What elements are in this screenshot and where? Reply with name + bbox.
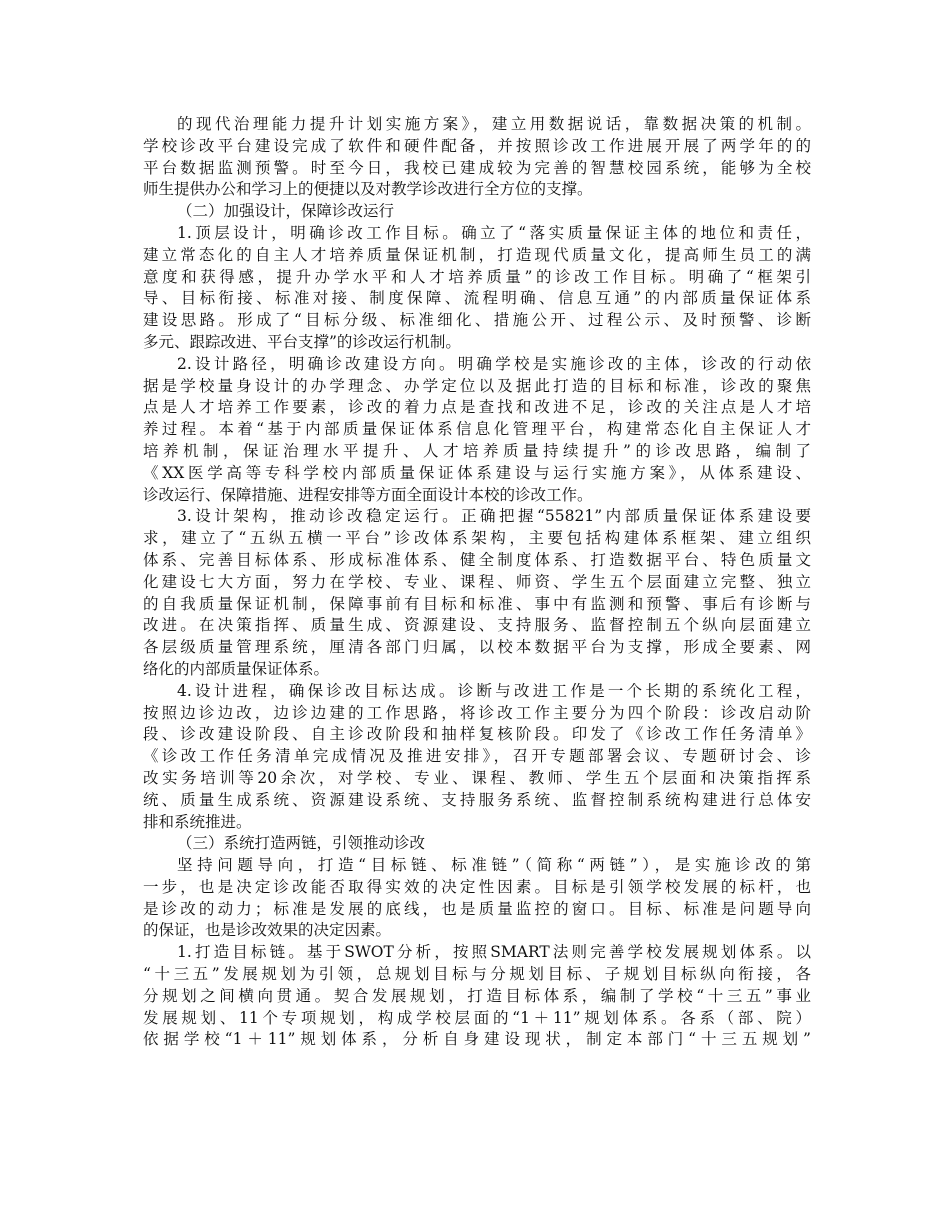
text-line: 3.设计架构，推动诊改稳定运行。正确把握“55821”内部质量保证体系建设要: [177, 507, 811, 526]
text-line: 据是学校量身设计的办学理念、办学定位以及据此打造的目标和标准，诊改的聚焦: [143, 376, 811, 395]
text-line: 师生提供办公和学习上的便捷以及对教学诊改进行全方位的支撑。: [143, 180, 593, 199]
text-line: 《诊改工作任务清单完成情况及推进安排》，召开专题部署会议、专题研讨会、诊: [143, 747, 811, 766]
text-line: 是诊改的动力；标准是发展的底线，也是质量监控的窗口。目标、标准是问题导向: [143, 899, 811, 918]
text-line: 按照边诊边改，边诊边建的工作思路，将诊改工作主要分为四个阶段：诊改启动阶: [143, 703, 811, 722]
text-line: 点是人才培养工作要素，诊改的着力点是查找和改进不足，诊改的关注点是人才培: [143, 398, 811, 417]
text-line: 段、诊改建设阶段、自主诊改阶段和抽样复核阶段。印发了《诊改工作任务清单》: [143, 725, 811, 744]
text-line: 建立常态化的自主人才培养质量保证机制，打造现代质量文化，提高师生员工的满: [143, 245, 811, 264]
text-line: 养过程。本着“基于内部质量保证体系信息化管理平台，构建常态化自主保证人才: [143, 420, 811, 439]
text-line: 诊改运行、保障措施、进程安排等方面全面设计本校的诊改工作。: [143, 485, 593, 504]
document-page: [143, 114, 811, 1051]
text-line: 一步，也是决定诊改能否取得实效的决定性因素。目标是引领学校发展的标杆，也: [143, 877, 811, 896]
text-line: 络化的内部质量保证体系。: [143, 659, 330, 678]
paragraph: [143, 681, 811, 834]
text-line: 求，建立了“五纵五横一平台”诊改体系架构，主要包括构建体系框架、建立组织: [143, 529, 811, 548]
text-line: 平台数据监测预警。时至今日，我校已建成较为完善的智慧校园系统，能够为全校: [143, 158, 811, 177]
text-line: 排和系统推进。: [143, 812, 252, 831]
text-line: 多元、跟踪改进、平台支撑”的诊改运行机制。: [143, 332, 461, 351]
text-line: 分规划之间横向贯通。契合发展规划，打造目标体系，编制了学校“十三五”事业: [143, 986, 811, 1005]
text-line: 改实务培训等20余次，对学校、专业、课程、教师、学生五个层面和决策指挥系: [143, 768, 811, 787]
text-line: 体系、完善目标体系、形成标准体系、健全制度体系、打造数据平台、特色质量文: [143, 550, 811, 569]
text-line: 发展规划、11个专项规划，构成学校层面的“1＋11”规划体系。各系（部、院）: [143, 1008, 811, 1027]
text-line: 1.顶层设计，明确诊改工作目标。确立了“落实质量保证主体的地位和责任，: [177, 223, 811, 242]
paragraph: [143, 506, 811, 680]
text-line: 《XX医学高等专科学校内部质量保证体系建设与运行实施方案》，从体系建设、: [143, 463, 811, 482]
text-line: 改进。在决策指挥、质量生成、资源建设、支持服务、监督控制五个纵向层面建立: [143, 616, 811, 635]
text-line: 意度和获得感，提升办学水平和人才培养质量”的诊改工作目标。明确了“框架引: [143, 267, 811, 286]
text-line: 建设思路。形成了“目标分级、标准细化、措施公开、过程公示、及时预警、诊断: [143, 311, 811, 330]
text-line: （二）加强设计，保障诊改运行: [177, 202, 395, 221]
text-line: 各层级质量管理系统，厘清各部门归属，以校本数据平台为支撑，形成全要素、网: [143, 638, 811, 657]
paragraph: [143, 114, 811, 201]
paragraph: [143, 855, 811, 942]
text-line: 的保证，也是诊改效果的决定因素。: [143, 921, 392, 940]
text-line: 依据学校“1＋11”规划体系，分析自身建设现状，制定本部门“十三五规划”: [143, 1030, 811, 1049]
text-line: 统、质量生成系统、资源建设系统、支持服务系统、监督控制系统构建进行总体安: [143, 790, 811, 809]
text-line: 2.设计路径，明确诊改建设方向。明确学校是实施诊改的主体，诊改的行动依: [177, 354, 811, 373]
text-line: （三）系统打造两链，引领推动诊改: [177, 834, 426, 853]
text-line: 学校诊改平台建设完成了软件和硬件配备，并按照诊改工作进展开展了两学年的的: [143, 136, 811, 155]
text-line: 4.设计进程，确保诊改目标达成。诊断与改进工作是一个长期的系统化工程，: [177, 681, 811, 700]
text-line: 培养机制，保证治理水平提升、人才培养质量持续提升”的诊改思路，编制了: [143, 441, 811, 460]
section-heading: [143, 833, 811, 855]
paragraph: [143, 223, 811, 354]
paragraph: [143, 942, 811, 1051]
text-line: 化建设七大方面，努力在学校、专业、课程、师资、学生五个层面建立完整、独立: [143, 572, 811, 591]
text-line: 1.打造目标链。基于SWOT分析，按照SMART法则完善学校发展规划体系。以: [177, 943, 811, 962]
text-line: 坚持问题导向，打造“目标链、标准链”（简称“两链”），是实施诊改的第: [177, 856, 811, 875]
paragraph: [143, 354, 811, 507]
text-line: 的自我质量保证机制，保障事前有目标和标准、事中有监测和预警、事后有诊断与: [143, 594, 811, 613]
text-line: 的现代治理能力提升计划实施方案》，建立用数据说话，靠数据决策的机制。: [177, 115, 811, 133]
section-heading: [143, 201, 811, 223]
text-line: “十三五”发展规划为引领，总规划目标与分规划目标、子规划目标纵向衔接，各: [143, 965, 811, 984]
text-line: 导、目标衔接、标准对接、制度保障、流程明确、信息互通”的内部质量保证体系: [143, 289, 811, 308]
